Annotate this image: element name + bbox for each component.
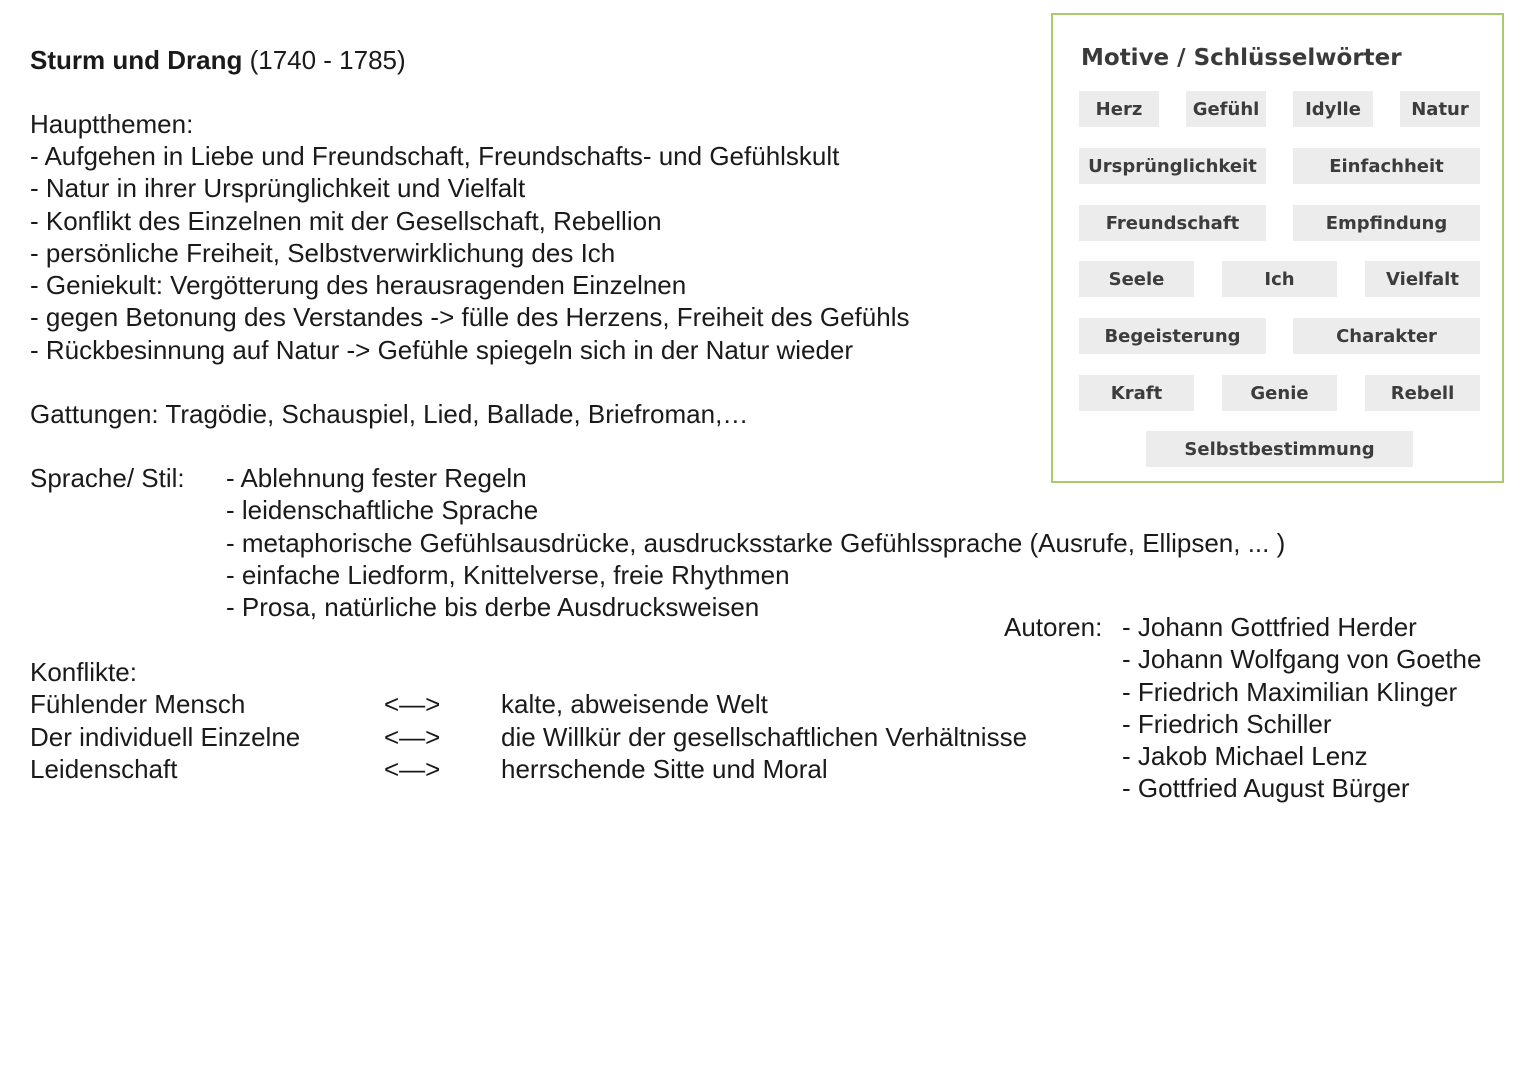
list-item: - Natur in ihrer Ursprünglichkeit und Vielfalt [30,173,526,204]
title-main: Sturm und Drang [30,45,243,75]
list-item: - Aufgehen in Liebe und Freundschaft, Freundschafts- und Gefühlskult [30,141,840,171]
list-item: - Geniekult: Vergötterung des herausragenden Einzelnen [30,270,687,301]
page-title [30,44,406,76]
konflikt-right: herrschende Sitte und Moral [501,754,828,784]
author-item: - Gottfried August Bürger [1122,773,1410,804]
konflikt-left: Fühlender Mensch [30,689,246,719]
author-item: - Friedrich Schiller [1122,708,1332,739]
motive-tag-empfindung: Empfindung [1293,205,1480,241]
sprache-label: Sprache/ Stil: [30,463,185,493]
konflikt-right: kalte, abweisende Welt [501,689,768,719]
motive-title: Motive / Schlüsselwörter [1081,45,1402,71]
sprache-list [226,462,1285,623]
motive-tag-einfachheit: Einfachheit [1293,148,1480,184]
autoren-label: Autoren: [1004,612,1103,642]
konflikt-right: die Willkür der gesellschaftlichen Verhältnisse [501,721,1028,752]
list-item: - Ablehnung fester Regeln [226,463,527,493]
motive-tag-selbstbestimmung: Selbstbestimmung [1146,431,1413,467]
gattungen-line: Gattungen: Tragödie, Schauspiel, Lied, Ballade, Briefroman,… [30,399,749,429]
konflikt-left: Leidenschaft [30,754,178,784]
autoren-list [1122,611,1481,805]
list-item: - Konflikt des Einzelnen mit der Gesellschaft, Rebellion [30,205,662,236]
konflikte-label: Konflikte: [30,657,137,687]
motive-tag-rebell: Rebell [1365,375,1480,411]
motive-tag-charakter: Charakter [1293,318,1480,354]
list-item: - gegen Betonung des Verstandes -> fülle des Herzens, Freiheit des Gefühls [30,302,910,333]
list-item: - leidenschaftliche Sprache [226,495,539,526]
hauptthemen-label: Hauptthemen: [30,109,194,139]
konflikt-left: Der individuell Einzelne [30,721,301,752]
author-item: - Friedrich Maximilian Klinger [1122,676,1458,707]
list-item: - Prosa, natürliche bis derbe Ausdrucksweisen [226,592,760,623]
hauptthemen-list [30,140,909,366]
motive-tag-begeisterung: Begeisterung [1079,318,1266,354]
motive-tag-natur: Natur [1400,91,1480,127]
motive-tag-kraft: Kraft [1079,375,1194,411]
conflict-arrow: <—> [384,754,441,784]
list-item: - einfache Liedform, Knittelverse, freie Rhythmen [226,559,790,590]
motive-tag-herz: Herz [1079,91,1159,127]
author-item: - Johann Gottfried Herder [1122,612,1417,642]
motive-tag-ich: Ich [1222,261,1337,297]
conflict-arrow: <—> [384,721,441,752]
title-years: (1740 - 1785) [249,45,406,75]
motive-tag-idylle: Idylle [1293,91,1373,127]
motive-tag-vielfalt: Vielfalt [1365,261,1480,297]
motive-tag-genie: Genie [1222,375,1337,411]
author-item: - Johann Wolfgang von Goethe [1122,644,1482,675]
list-item: - metaphorische Gefühlsausdrücke, ausdrucksstarke Gefühlssprache (Ausrufe, Ellipsen, ... ) [226,527,1286,558]
motive-tag-gefuehl: Gefühl [1186,91,1266,127]
author-item: - Jakob Michael Lenz [1122,741,1368,772]
list-item: - Rückbesinnung auf Natur -> Gefühle spiegeln sich in der Natur wieder [30,334,854,365]
conflict-arrow: <—> [384,689,441,719]
list-item: - persönliche Freiheit, Selbstverwirklichung des Ich [30,237,616,268]
motive-tag-urspruenglichkeit: Ursprünglichkeit [1079,148,1266,184]
motive-tag-seele: Seele [1079,261,1194,297]
motive-tag-freundschaft: Freundschaft [1079,205,1266,241]
motive-box [1051,13,1504,483]
konflikte-left-list [30,688,300,786]
konflikte-right-list [501,688,1027,786]
